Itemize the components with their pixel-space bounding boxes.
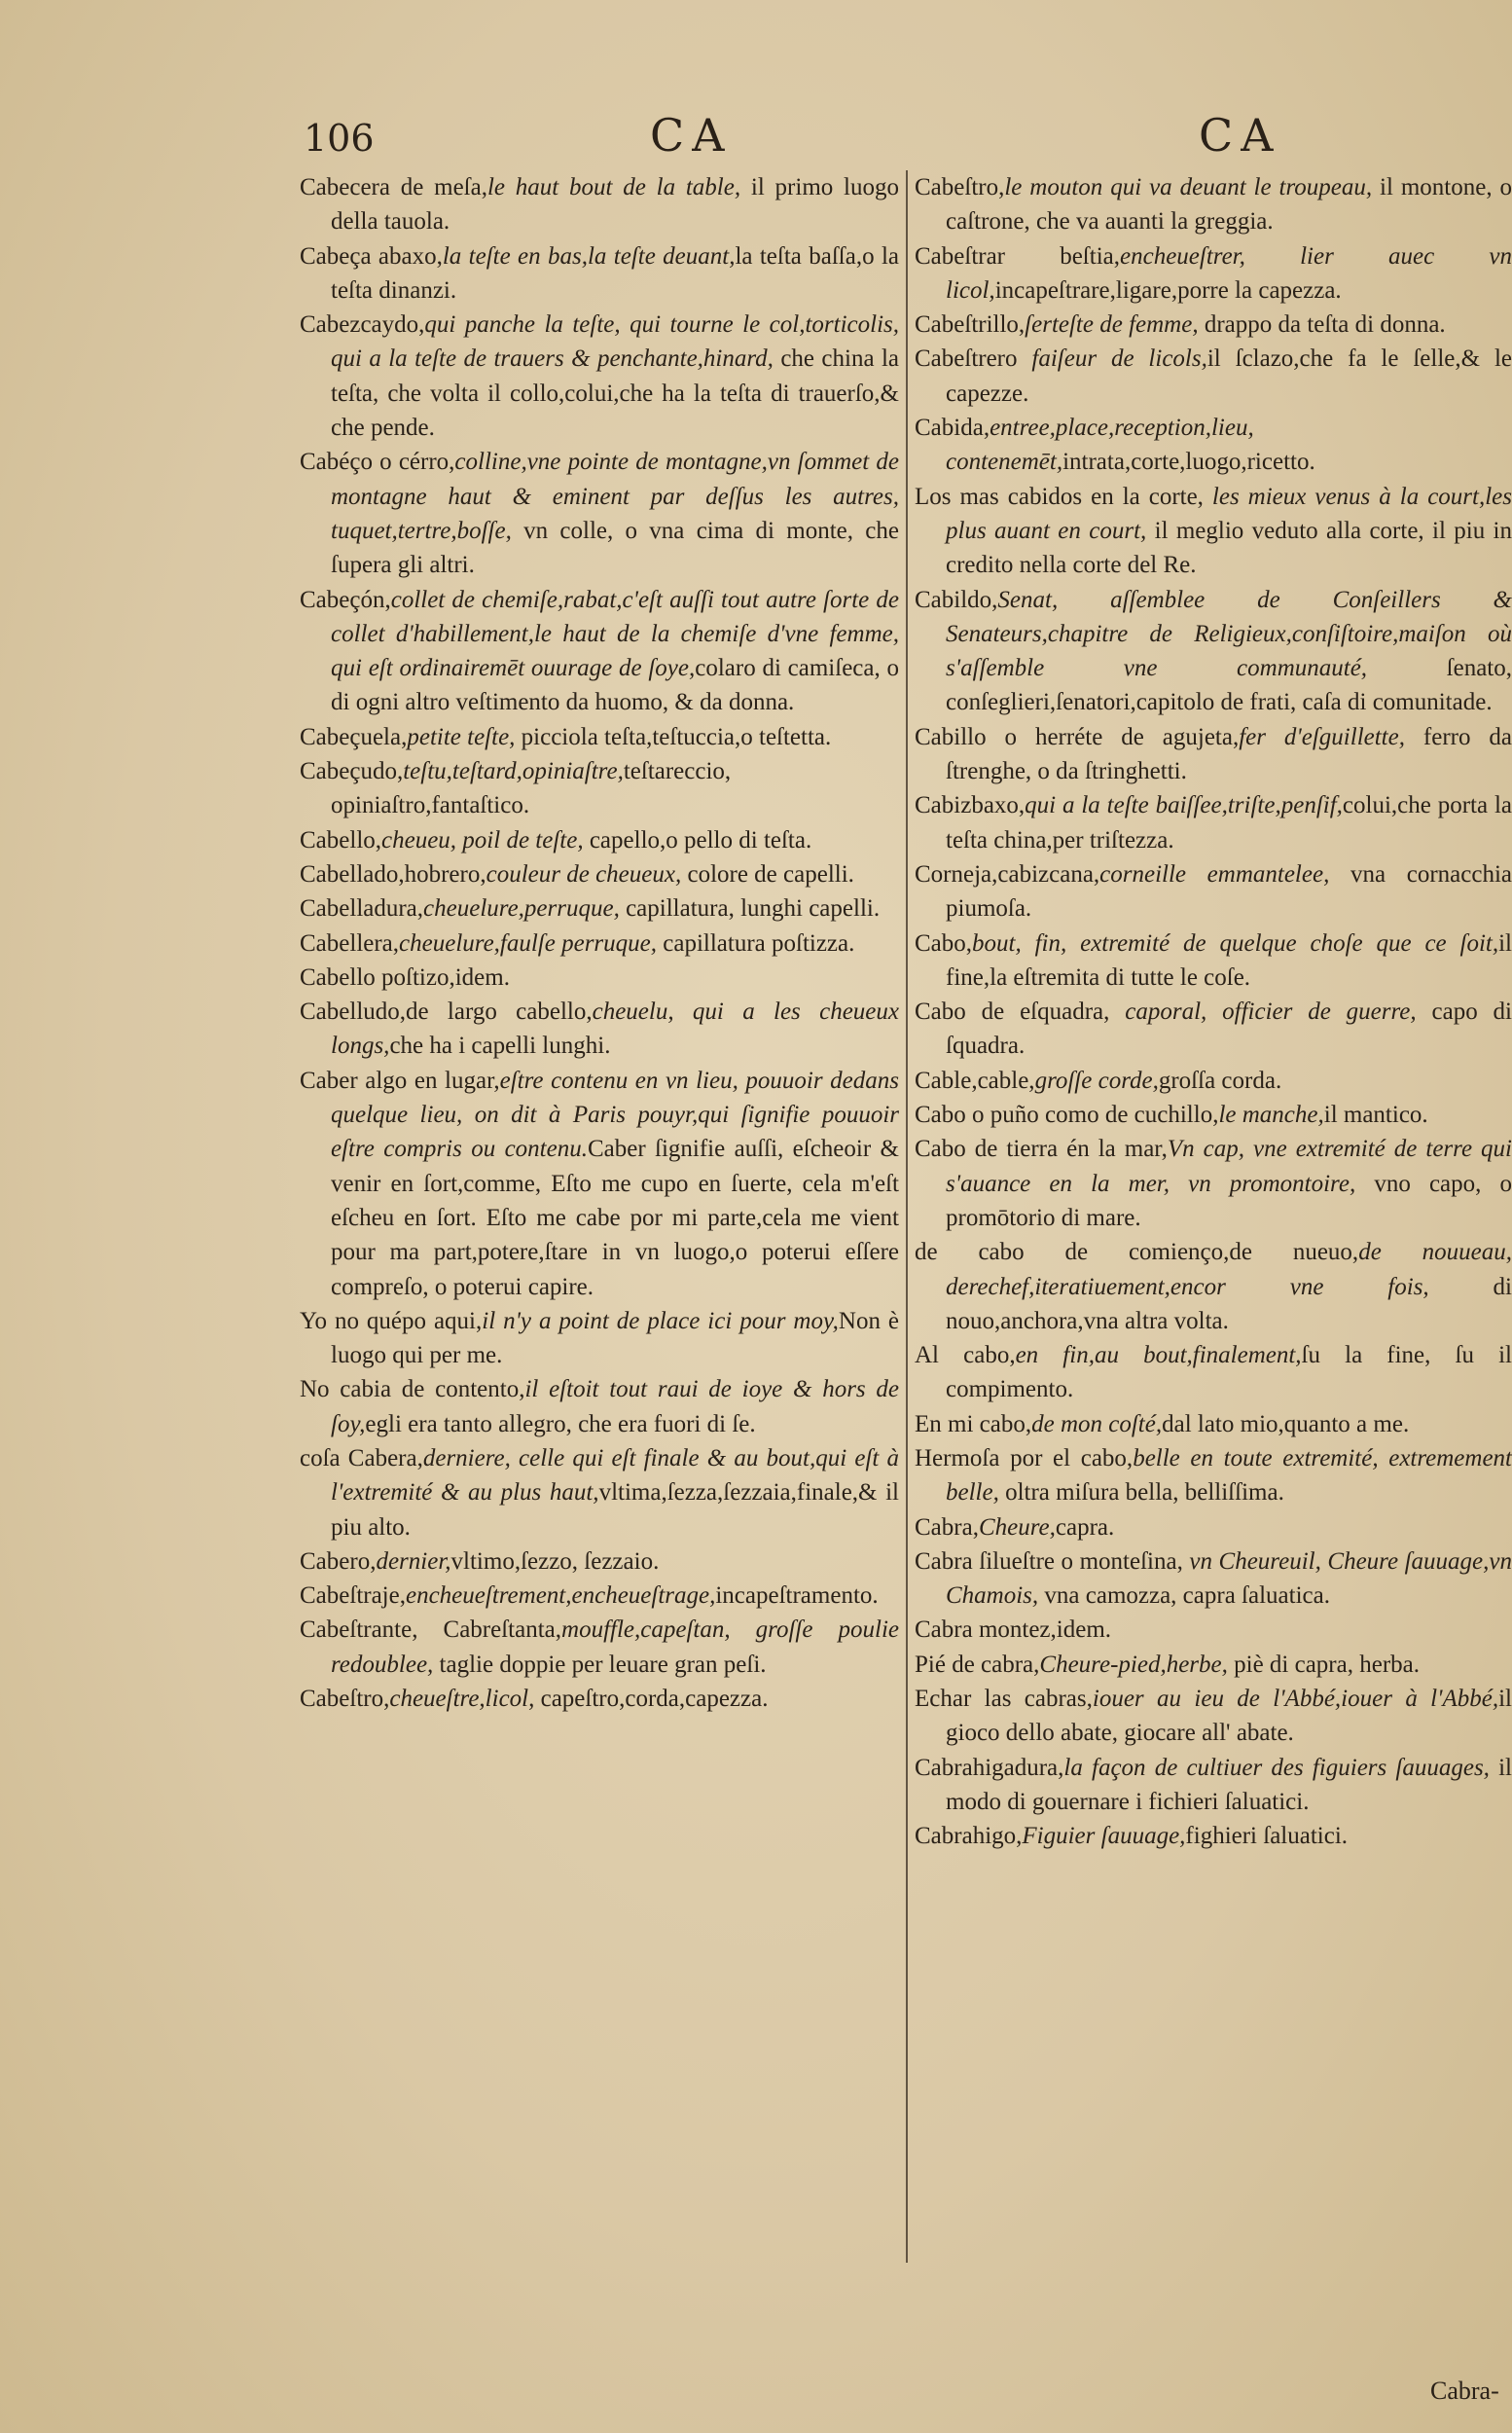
french-translation: le mouton qui va deuant le troupeau, xyxy=(1004,174,1373,200)
dictionary-entry xyxy=(915,1510,1512,1544)
french-translation: ſerteſte de femme, xyxy=(1025,311,1199,339)
page-number: 106 xyxy=(304,117,375,160)
spanish-headword: Cabellera, xyxy=(300,929,400,957)
italian-translation: che china la teſta, che volta il collo,colui,che ha la teſta di trauerſo,& che pende. xyxy=(331,345,899,442)
spanish-headword: Cabezcaydo, xyxy=(300,311,425,339)
spanish-headword: Cabra montez, xyxy=(915,1616,1057,1644)
dictionary-entry xyxy=(300,823,899,857)
italian-translation: il gioco dello abate, giocare all' abate. xyxy=(946,1686,1512,1747)
dictionary-entry xyxy=(915,170,1512,239)
italian-translation: oltra miſura bella, belliſſima. xyxy=(998,1479,1284,1507)
dictionary-entry xyxy=(300,170,899,239)
spanish-headword: Cabeçón, xyxy=(300,586,391,613)
spanish-headword: Cabeſtrero xyxy=(915,345,1018,373)
french-translation: cheueu, poil de teſte, xyxy=(381,826,584,853)
italian-translation: ſu la fine, ſu il compimento. xyxy=(946,1342,1512,1403)
spanish-headword: Cabello poſtizo, xyxy=(300,963,455,991)
spanish-headword: Cabra, xyxy=(915,1513,979,1541)
spanish-headword: Cabrahigadura, xyxy=(915,1754,1064,1781)
french-translation: cheuelure,faulſe perruque, xyxy=(399,929,657,957)
italian-translation: la teſta baſſa,o la teſta dinanzi. xyxy=(331,242,899,304)
dictionary-entry xyxy=(915,995,1512,1064)
dictionary-entry xyxy=(300,1579,899,1613)
spanish-headword: Caber algo en lugar, xyxy=(300,1067,500,1094)
italian-translation: egli era tanto allegro, che era fuori di ſe. xyxy=(365,1410,756,1437)
spanish-headword: Cabero, xyxy=(300,1547,377,1575)
dictionary-entry xyxy=(915,1819,1512,1853)
spanish-headword: Cabeçudo, xyxy=(300,758,404,785)
spanish-headword: Cabeſtro, xyxy=(915,174,1005,200)
french-translation: cheuelu, qui a les cheueux longs, xyxy=(331,999,899,1060)
italian-translation: groſſa corda. xyxy=(1158,1067,1282,1094)
spanish-headword: Cabo, xyxy=(915,929,973,957)
spanish-headword: de cabo de comienço,de nueuo, xyxy=(915,1239,1359,1266)
dictionary-entry xyxy=(915,1098,1512,1132)
italian-translation: picciola teſta,teſtuccia,o teſtetta. xyxy=(515,723,832,750)
dictionary-entry xyxy=(300,995,899,1064)
french-translation: de nouueau, derechef,iteratiuement,encor vne fois, xyxy=(946,1239,1512,1300)
spanish-headword: Cabelladura, xyxy=(300,895,424,923)
dictionary-entry xyxy=(915,411,1512,480)
italian-translation: il ſclazo,che fa le ſelle,& le capezze. xyxy=(946,345,1512,407)
spanish-headword: Cabizbaxo, xyxy=(915,792,1026,819)
column-divider xyxy=(906,170,908,2263)
italian-translation: vna camozza, capra ſaluatica. xyxy=(1038,1582,1330,1610)
italian-translation: capello,o pello di teſta. xyxy=(583,826,812,853)
dictionary-entry xyxy=(915,1613,1512,1647)
italian-translation: dal lato mio,quanto a me. xyxy=(1162,1410,1410,1437)
dictionary-entry xyxy=(300,239,899,309)
italian-translation: di nouo,anchora,vna altra volta. xyxy=(946,1273,1512,1334)
spanish-headword: Cabeſtro, xyxy=(300,1686,390,1713)
french-translation: bout, fin, extremité de quelque choſe que ce ſoit, xyxy=(972,929,1499,957)
italian-translation: che ha i capelli lunghi. xyxy=(389,1033,611,1060)
spanish-headword: No cabia de contento, xyxy=(300,1376,525,1403)
italian-translation: Caber ſignifie auſſi, eſcheoir & venir en ſort,comme, Eſto me cupo en ſuerte, cela m'eſt eſcheu en ſort. Eſto me cabe por mi parte,cela me vient pour ma part,potere,ſtare in vn luogo,o poterui eſſere compreſo, o poterui capire. xyxy=(331,1136,899,1300)
dictionary-entry xyxy=(915,1751,1512,1820)
french-translation: Vn cap, vne extremité de terre qui s'auance en la mer, vn promontoire, xyxy=(946,1136,1512,1197)
italian-translation: il modo di gouernare i fichieri ſaluatici. xyxy=(946,1754,1512,1815)
italian-translation: il meglio veduto alla corte, il piu in credito nella corte del Re. xyxy=(946,517,1512,579)
french-translation: encheueſtrement,encheueſtrage, xyxy=(405,1582,716,1610)
french-translation: entree,place,reception,lieu, contenemēt, xyxy=(946,415,1254,476)
dictionary-entry xyxy=(915,926,1512,996)
french-translation: il eſtoit tout raui de ioye & hors de ſoy, xyxy=(331,1376,899,1437)
french-translation: Senat, aſſemblee de Conſeillers & Senateurs,chapitre de Religieux,conſiſtoire,maiſon où s'aſſemble vne communauté, xyxy=(946,586,1512,682)
spanish-headword: Cabeçuela, xyxy=(300,723,408,750)
french-translation: la teſte en bas,la teſte deuant, xyxy=(442,242,736,270)
dictionary-entry xyxy=(300,891,899,926)
italian-translation: capra. xyxy=(1055,1513,1115,1541)
french-translation: iouer au ieu de l'Abbé,iouer à l'Abbé, xyxy=(1092,1686,1499,1713)
italian-translation: teſtareccio, opiniaſtro,fantaſtico. xyxy=(331,758,732,819)
dictionary-entry xyxy=(300,754,899,823)
dictionary-entry xyxy=(915,1064,1512,1098)
french-translation: qui a la teſte baiſſee,triſte,penſif, xyxy=(1025,792,1343,819)
french-translation: il n'y a point de place ici pour moy, xyxy=(482,1307,839,1334)
dictionary-entry xyxy=(300,1372,899,1441)
italian-translation: colui,che porta la teſta china,per triſtezza. xyxy=(946,792,1512,853)
french-translation: le haut bout de la table, xyxy=(486,174,741,200)
spanish-headword: Cabrahigo, xyxy=(915,1823,1023,1850)
spanish-headword: En mi cabo, xyxy=(915,1410,1032,1437)
french-translation: derniere, celle qui eſt finale & au bout,qui eſt à l'extremité & au plus haut, xyxy=(331,1444,899,1507)
french-translation: Figuier ſauuage, xyxy=(1022,1823,1186,1850)
dictionary-entry xyxy=(300,1682,899,1716)
spanish-headword: Cabillo o herréte de agujeta, xyxy=(915,723,1240,750)
spanish-headword: Corneja,cabizcana, xyxy=(915,860,1100,888)
dictionary-entry xyxy=(300,583,899,720)
dictionary-entry xyxy=(915,342,1512,411)
italian-translation: incapeſtramento. xyxy=(715,1582,879,1610)
dictionary-entry xyxy=(300,308,899,445)
spanish-headword: coſa Cabera, xyxy=(300,1444,423,1471)
italian-translation: drappo da teſta di donna. xyxy=(1198,311,1446,339)
french-translation: Cheure-pied,herbe, xyxy=(1039,1651,1228,1678)
spanish-headword: Cabo de eſquadra, xyxy=(915,999,1110,1026)
dictionary-entry xyxy=(915,1338,1512,1407)
dictionary-entry xyxy=(915,1682,1512,1751)
italian-translation: il montone, o caſtrone, che va auanti la greggia. xyxy=(946,174,1512,236)
italian-translation: incapeſtrare,ligare,porre la capezza. xyxy=(994,276,1342,304)
dictionary-entry xyxy=(300,926,899,961)
french-translation: groſſe corde, xyxy=(1034,1067,1159,1094)
dictionary-entry xyxy=(915,1544,1512,1614)
dictionary-entry xyxy=(915,480,1512,583)
italian-translation: il mantico. xyxy=(1323,1102,1428,1129)
italian-translation: capillatura poſtizza. xyxy=(657,929,855,957)
italian-translation: il primo luogo della tauola. xyxy=(331,174,899,236)
right-column xyxy=(915,170,1512,2350)
italian-translation: vno capo, o promōtorio di mare. xyxy=(946,1170,1512,1231)
french-translation: belle en toute extremité, extremement belle, xyxy=(946,1444,1512,1507)
dictionary-entry xyxy=(300,1613,899,1682)
french-translation: mouffle,capeſtan, groſſe poulie redoublee, xyxy=(331,1616,899,1678)
italian-translation: vltimo,ſezzo, ſezzaio. xyxy=(450,1547,660,1575)
left-column xyxy=(300,170,899,2350)
dictionary-entry xyxy=(915,1132,1512,1235)
page-mark xyxy=(92,29,93,30)
dictionary-entry xyxy=(300,445,899,582)
dictionary-entry xyxy=(915,857,1512,926)
spanish-headword: Echar las cabras, xyxy=(915,1686,1093,1713)
spanish-headword: Cabello, xyxy=(300,826,382,853)
italian-translation: ſenato, conſeglieri,ſenatori,capitolo de frati, caſa di comunitade. xyxy=(946,655,1512,716)
french-translation: eſtre contenu en vn lieu, pouuoir dedans quelque lieu, on dit à Paris pouyr,qui ſignifie pouuoir eſtre compris ou contenu. xyxy=(331,1067,899,1163)
french-translation: qui panche la teſte, qui tourne le col,torticolis, qui a la teſte de trauers & penchante,hinard, xyxy=(331,311,899,373)
italian-translation: capeſtro,corda,capezza. xyxy=(534,1686,769,1713)
spanish-headword: Cabeſtraje, xyxy=(300,1582,406,1610)
dictionary-entry xyxy=(915,720,1512,789)
french-translation: teſtu,teſtard,opiniaſtre, xyxy=(403,758,624,785)
french-translation: cheuelure,perruque, xyxy=(423,895,620,923)
spanish-headword: Cabéço o cérro, xyxy=(300,449,455,476)
dictionary-entry xyxy=(915,239,1512,309)
french-translation: Cheure, xyxy=(978,1513,1056,1541)
dictionary-entry xyxy=(300,1064,899,1304)
italian-translation: idem. xyxy=(1056,1616,1112,1644)
french-translation: colline,vne pointe de montagne,vn ſommet de montagne haut & eminent par deſſus les autres, tuquet,tertre,boſſe, xyxy=(331,449,899,544)
dictionary-entry xyxy=(915,308,1512,342)
dictionary-entry xyxy=(300,857,899,891)
french-translation: caporal, officier de guerre, xyxy=(1109,999,1417,1026)
french-translation: cheueſtre,licol, xyxy=(389,1686,535,1713)
dictionary-entry xyxy=(300,720,899,754)
italian-translation: colaro di camiſeca, o di ogni altro veſtimento da huomo, & da donna. xyxy=(331,655,899,716)
dictionary-entry xyxy=(915,1235,1512,1338)
dictionary-entry xyxy=(915,1648,1512,1682)
french-translation: la façon de cultiuer des figuiers ſauuages, xyxy=(1063,1754,1490,1781)
italian-translation: piè di capra, herba. xyxy=(1227,1651,1420,1678)
italian-translation: capillatura, lunghi capelli. xyxy=(619,895,881,923)
french-translation: petite teſte, xyxy=(407,723,516,750)
catchword: Cabra- xyxy=(1430,2377,1499,2405)
french-translation: corneille emmantelee, xyxy=(1099,860,1330,888)
running-header xyxy=(0,109,1512,177)
italian-translation: vltima,ſezza,ſezzaia,finale,& il piu alto. xyxy=(331,1479,899,1541)
dictionary-entry xyxy=(915,1407,1512,1441)
italian-translation: idem. xyxy=(454,963,510,991)
italian-translation: colore de capelli. xyxy=(681,860,854,888)
french-translation: en fin,au bout,finalement, xyxy=(1015,1342,1302,1369)
spanish-headword: Cabeſtrar beſtia, xyxy=(915,242,1120,270)
right-column-head: CA xyxy=(1199,109,1281,162)
spanish-headword: Cabellado,hobrero, xyxy=(300,860,486,888)
dictionary-entry xyxy=(300,1544,899,1579)
french-translation: de mon coſté, xyxy=(1031,1410,1163,1437)
dictionary-entry xyxy=(300,1441,899,1544)
spanish-headword: Cabecera de meſa, xyxy=(300,174,487,200)
spanish-headword: Hermoſa por el cabo, xyxy=(915,1444,1134,1471)
spanish-headword: Al cabo, xyxy=(915,1342,1016,1369)
dictionary-entry xyxy=(915,1441,1512,1510)
italian-translation: taglie doppie per leuare gran peſi. xyxy=(433,1651,767,1678)
spanish-headword: Yo no quépo aqui, xyxy=(300,1307,483,1334)
dictionary-entry xyxy=(915,583,1512,720)
spanish-headword: Cabo o puño como de cuchillo, xyxy=(915,1102,1219,1129)
italian-translation: Non è luogo qui per me. xyxy=(331,1307,899,1369)
french-translation: dernier, xyxy=(376,1547,451,1575)
spanish-headword: Cabeſtrante, Cabreſtanta, xyxy=(300,1616,562,1644)
spanish-headword: Cable,cable, xyxy=(915,1067,1035,1094)
spanish-headword: Cabra ſilueſtre o monteſina, xyxy=(915,1547,1183,1575)
spanish-headword: Cabida, xyxy=(915,415,990,442)
spanish-headword: Cabo de tierra én la mar, xyxy=(915,1136,1168,1163)
italian-translation: vna cornacchia piumoſa. xyxy=(946,860,1512,923)
italian-translation: ferro da ſtrenghe, o da ſtringhetti. xyxy=(946,723,1512,785)
spanish-headword: Cabeça abaxo, xyxy=(300,242,443,270)
french-translation: vn Cheureuil, Cheure ſauuage,vn Chamois, xyxy=(946,1547,1512,1610)
french-translation: les mieux venus à la court,les plus auant en court, xyxy=(946,483,1512,544)
left-column-head: CA xyxy=(650,109,733,162)
dictionary-entry xyxy=(300,1304,899,1373)
dictionary-entry xyxy=(300,961,899,995)
italian-translation: il fine,la eſtremita di tutte le coſe. xyxy=(946,929,1512,991)
french-translation: couleur de cheueux, xyxy=(486,860,682,888)
french-translation: fer d'eſguillette, xyxy=(1239,723,1405,750)
spanish-headword: Los mas cabidos en la corte, xyxy=(915,483,1204,510)
french-translation: collet de chemiſe,rabat,c'eſt auſſi tout autre ſorte de collet d'habillement,le haut de la chemiſe d'vne femme, qui eſt ordinairemēt ouurage de ſoye, xyxy=(331,586,899,682)
french-translation: le manche, xyxy=(1218,1102,1324,1129)
spanish-headword: Pié de cabra, xyxy=(915,1651,1040,1678)
spanish-headword: Cabelludo,de largo cabello, xyxy=(300,999,593,1026)
italian-translation: fighieri ſaluatici. xyxy=(1185,1823,1349,1850)
italian-translation: intrata,corte,luogo,ricetto. xyxy=(1062,449,1315,476)
dictionary-entry xyxy=(915,788,1512,857)
spanish-headword: Cabeſtrillo, xyxy=(915,311,1026,339)
italian-translation: capo di ſquadra. xyxy=(946,999,1512,1060)
italian-translation: vn colle, o vna cima di monte, che ſupera gli altri. xyxy=(331,517,899,579)
french-translation: encheueſtrer, lier auec vn licol, xyxy=(946,242,1512,304)
french-translation: faiſeur de licols, xyxy=(1017,345,1207,373)
spanish-headword: Cabildo, xyxy=(915,586,998,613)
